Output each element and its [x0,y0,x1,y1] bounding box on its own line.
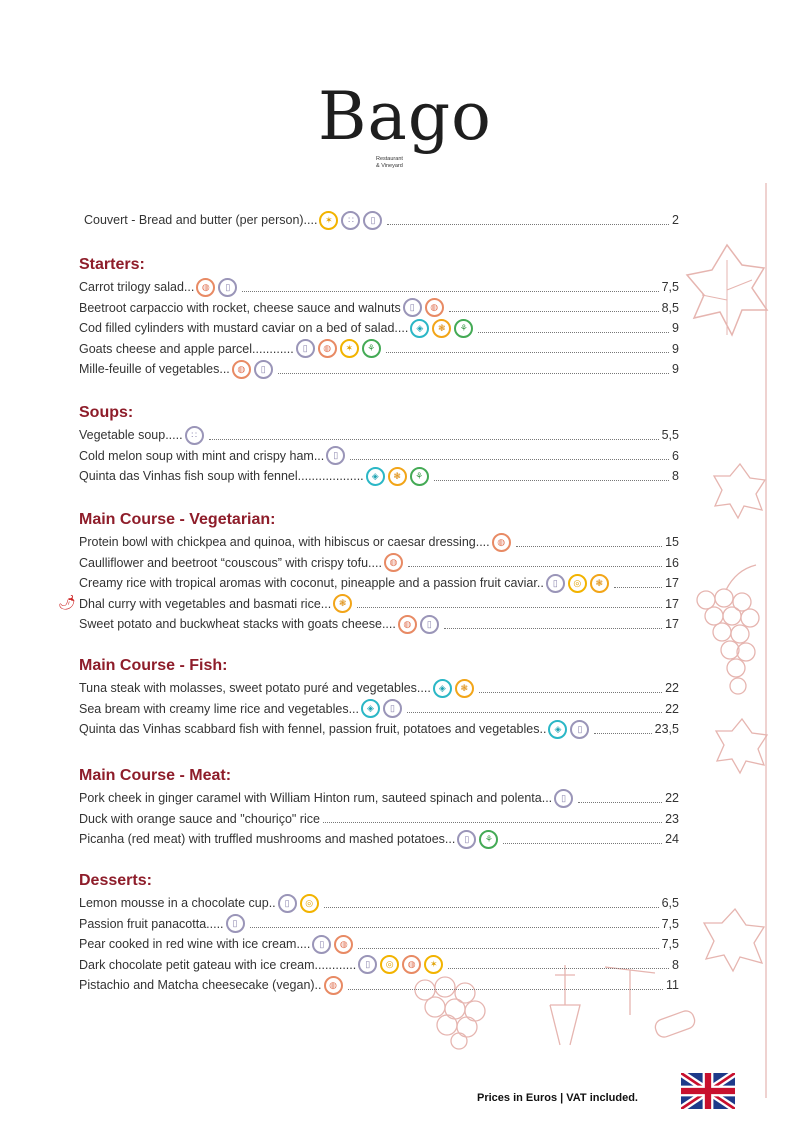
allergen-icons [185,426,204,445]
dot-leader [449,311,659,312]
allergen-icons [366,467,429,486]
couvert-price: 2 [672,213,679,227]
menu-item-name: Vegetable soup..... [79,428,183,442]
dot-leader [348,989,664,990]
dot-leader [408,566,662,567]
footer-note: Prices in Euros | VAT included. [477,1092,638,1104]
menu-item-price: 23,5 [654,722,679,736]
milk-icon: ▯ [383,699,402,718]
menu-item-row [79,719,679,739]
allergen-icons [358,955,443,974]
logo-subtitle-line2: & Vineyard [376,163,403,169]
allergen-icons [232,360,273,379]
mustard-icon: ❃ [455,679,474,698]
dot-leader [278,373,669,374]
menu-item-price: 8 [672,469,679,483]
section-title: Soups: [79,404,134,421]
menu-item-name: Pistachio and Matcha cheesecake (vegan).. [79,978,322,992]
menu-item-row [79,934,679,954]
menu-item-row [79,318,679,338]
section-title: Starters: [79,256,145,273]
allergen-icons [384,553,403,572]
dot-leader [434,480,669,481]
nuts-icon: ◍ [402,955,421,974]
vine-leaf-illustration [682,240,772,360]
allergen-icons [312,935,353,954]
menu-item-price: 6 [672,448,679,463]
allergen-icons [278,894,319,913]
dot-leader [578,802,662,803]
menu-item-price: 17 [665,596,679,611]
chili-icon: 🌶 [58,594,76,610]
milk-icon: ▯ [570,720,589,739]
dot-leader [323,822,662,823]
mustard-icon: ❃ [432,319,451,338]
dot-leader [444,628,662,629]
menu-item-name: Sweet potato and buckwheat stacks with goats cheese.... [79,617,396,631]
egg-icon: ◎ [568,574,587,593]
menu-item-row [79,532,679,552]
menu-item-name: Caulliflower and beetroot “couscous” with crispy tofu.... [79,555,382,570]
fish-icon: ◈ [361,699,380,718]
allergen-icons [546,574,609,593]
menu-item-price: 17 [665,617,679,631]
dot-leader [516,546,662,547]
milk-icon: ▯ [254,360,273,379]
sesame-icon: ∷ [185,426,204,445]
menu-item-name: Carrot trilogy salad... [79,280,195,294]
dot-leader [242,291,658,292]
menu-item-row [79,893,679,913]
allergen-icons [398,615,439,634]
nuts-icon: ◍ [492,533,511,552]
allergen-icons [196,278,237,297]
menu-item-name: Cod filled cylinders with mustard caviar on a bed of salad.... [79,321,409,335]
allergen-icons [410,319,473,338]
milk-icon: ▯ [403,298,422,317]
dot-leader [324,907,659,908]
menu-item-name: Dark chocolate petit gateau with ice cream............ [79,957,357,972]
dot-leader [209,439,659,440]
gluten-icon: ✶ [319,211,338,230]
section-title: Main Course - Vegetarian: [79,511,276,528]
couvert-row [84,210,679,230]
menu-item-price: 22 [665,701,679,716]
celery-icon: ⚘ [410,467,429,486]
milk-icon: ▯ [358,955,377,974]
allergen-icons [492,533,511,552]
fish-icon: ◈ [410,319,429,338]
menu-item-name: Cold melon soup with mint and crispy ham... [79,448,325,463]
allergen-icons [457,830,498,849]
fish-icon: ◈ [548,720,567,739]
fish-icon: ◈ [366,467,385,486]
menu-item-price: 17 [665,576,679,590]
menu-item-price: 7,5 [661,916,679,931]
restaurant-logo [318,78,492,178]
menu-item-row [79,914,679,934]
menu-item-name: Pear cooked in red wine with ice cream.... [79,937,311,951]
dot-leader [358,948,658,949]
nuts-icon: ◍ [398,615,417,634]
logo-wordmark: Bago [318,78,492,155]
menu-item-price: 11 [666,978,679,992]
milk-icon: ▯ [278,894,297,913]
couvert-name: Couvert - Bread and butter (per person).... [84,213,318,227]
dot-leader [250,927,659,928]
menu-item-row [79,788,679,808]
menu-item-name: Picanha (red meat) with truffled mushrooms and mashed potatoes... [79,832,456,846]
menu-item-price: 23 [665,811,679,826]
menu-item-name: Pork cheek in ginger caramel with William Hinton rum, sauteed spinach and polenta... [79,791,553,805]
dot-leader [386,352,669,353]
menu-item-row [79,809,679,829]
logo-subtitle [376,156,403,170]
grapes-illustration [676,560,771,720]
menu-item-row [79,594,679,614]
dot-leader [357,607,662,608]
allergen-icons [554,789,573,808]
celery-icon: ⚘ [479,830,498,849]
milk-icon: ▯ [326,446,345,465]
nuts-icon: ◍ [384,553,403,572]
menu-item-name: Mille-feuille of vegetables... [79,362,230,376]
vine-leaf-lower-illustration [712,715,772,775]
menu-item-row [79,614,679,634]
nuts-icon: ◍ [232,360,251,379]
dot-leader [503,843,662,844]
menu-item-price: 22 [665,791,679,805]
logo-subtitle-line1: Restaurant [376,156,403,162]
celery-icon: ⚘ [362,339,381,358]
allergen-icons [403,298,444,317]
menu-item-price: 9 [672,321,679,335]
milk-icon: ▯ [296,339,315,358]
uk-flag-icon[interactable] [681,1073,735,1109]
allergen-icons [333,594,352,613]
menu-item-name: Quinta das Vinhas fish soup with fennel................... [79,469,364,483]
menu-item-row [79,446,679,466]
dot-leader [448,968,669,969]
egg-icon: ◎ [300,894,319,913]
allergen-icons [226,914,245,933]
vine-leaf-small-illustration [710,460,770,520]
menu-item-row [79,359,679,379]
milk-icon: ▯ [420,615,439,634]
menu-item-name: Passion fruit panacotta..... [79,916,224,931]
allergen-icons [361,699,402,718]
menu-item-row [79,553,679,573]
milk-icon: ▯ [363,211,382,230]
fish-icon: ◈ [433,679,452,698]
menu-item-price: 24 [665,832,679,846]
menu-item-price: 7,5 [661,937,679,951]
menu-item-row [79,298,679,318]
menu-item-price: 16 [665,555,679,570]
egg-icon: ◎ [380,955,399,974]
milk-icon: ▯ [546,574,565,593]
dot-leader [350,459,669,460]
menu-item-price: 8 [672,957,679,972]
menu-item-price: 7,5 [661,280,679,294]
milk-icon: ▯ [312,935,331,954]
menu-item-price: 9 [672,362,679,376]
section-title: Main Course - Fish: [79,657,228,674]
menu-item-price: 9 [672,341,679,356]
dot-leader [479,692,662,693]
allergen-icons [324,976,343,995]
allergen-icons [296,339,381,358]
menu-item-name: Duck with orange sauce and "chouriço" rice [79,811,320,826]
menu-item-price: 15 [665,535,679,549]
dot-leader [594,733,651,734]
nuts-icon: ◍ [324,976,343,995]
section-title: Desserts: [79,872,152,889]
menu-item-name: Goats cheese and apple parcel............ [79,341,294,356]
menu-item-name: Protein bowl with chickpea and quinoa, with hibiscus or caesar dressing.... [79,535,490,549]
nuts-icon: ◍ [425,298,444,317]
menu-item-name: Creamy rice with tropical aromas with coconut, pineapple and a passion fruit caviar.. [79,576,544,590]
couvert-allergen-icons [319,211,382,230]
milk-icon: ▯ [226,914,245,933]
mustard-icon: ❃ [590,574,609,593]
menu-item-price: 5,5 [661,428,679,442]
menu-item-row [79,975,679,995]
allergen-icons [548,720,589,739]
nuts-icon: ◍ [318,339,337,358]
mustard-icon: ❃ [333,594,352,613]
menu-item-price: 8,5 [661,300,679,315]
menu-item-row [79,573,679,593]
menu-item-price: 6,5 [661,896,679,910]
menu-item-row [79,277,679,297]
menu-item-name: Tuna steak with molasses, sweet potato puré and vegetables.... [79,681,431,695]
dot-leader [387,224,669,225]
milk-icon: ▯ [457,830,476,849]
section-title: Main Course - Meat: [79,767,232,784]
menu-item-row [79,829,679,849]
allergen-icons [433,679,474,698]
menu-item-row [79,466,679,486]
milk-icon: ▯ [218,278,237,297]
menu-item-name: Lemon mousse in a chocolate cup.. [79,896,276,910]
menu-item-name: Quinta das Vinhas scabbard fish with fennel, passion fruit, potatoes and vegetables.. [79,722,547,736]
dot-leader [478,332,669,333]
menu-item-row [79,955,679,975]
gluten-icon: ✶ [340,339,359,358]
nuts-icon: ◍ [196,278,215,297]
menu-item-row [79,678,679,698]
mustard-icon: ❃ [388,467,407,486]
menu-item-row [79,699,679,719]
dot-leader [407,712,662,713]
menu-item-row [79,339,679,359]
allergen-icons [326,446,345,465]
menu-item-name: Dhal curry with vegetables and basmati rice... [79,596,332,611]
menu-item-name: Sea bream with creamy lime rice and vegetables... [79,701,359,716]
sesame-icon: ∷ [341,211,360,230]
gluten-icon: ✶ [424,955,443,974]
milk-icon: ▯ [554,789,573,808]
menu-item-name: Beetroot carpaccio with rocket, cheese sauce and walnuts [79,300,401,315]
menu-item-row [79,425,679,445]
nuts-icon: ◍ [334,935,353,954]
menu-item-price: 22 [665,681,679,695]
dot-leader [614,587,662,588]
celery-icon: ⚘ [454,319,473,338]
